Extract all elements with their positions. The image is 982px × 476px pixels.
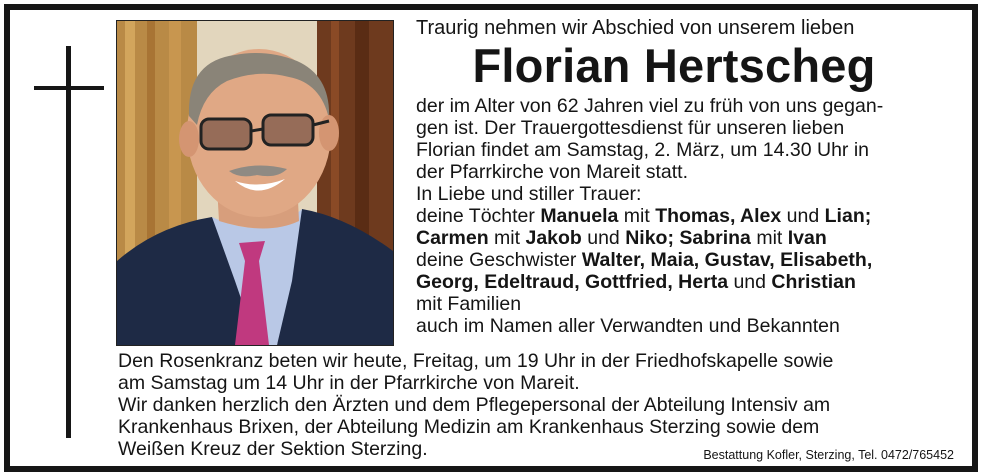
text-fragment: und <box>728 271 772 293</box>
mourning-intro: In Liebe und stiller Trauer: <box>416 183 642 205</box>
text-line: gen ist. Der Trauergottesdienst für unseren lieben <box>416 117 845 139</box>
obituary-frame <box>4 4 978 472</box>
siblings-line-2 <box>416 271 872 293</box>
families-line: mit Familien <box>416 293 522 315</box>
text-line: Florian findet am Samstag, 2. März, um 14.30 Uhr in <box>416 139 870 161</box>
text-fragment: mit <box>488 227 526 249</box>
daughters-line-2 <box>416 227 872 249</box>
text-line: Wir danken herzlich den Ärzten und dem Pflegepersonal der Abteilung Intensiv am <box>118 394 831 416</box>
cross-icon <box>66 46 71 438</box>
text-fragment: mit <box>618 205 656 227</box>
text-line: Den Rosenkranz beten wir heute, Freitag, um 19 Uhr in der Friedhofskapelle sowie <box>118 350 834 372</box>
mourner-name: Manuela <box>540 205 619 227</box>
text-fragment: und <box>581 227 626 249</box>
mourner-name: Jakob <box>525 227 582 249</box>
mourner-name: Christian <box>771 271 856 293</box>
mourner-name: Lian; <box>824 205 872 227</box>
funeral-home-credit: Bestattung Kofler, Sterzing, Tel. 0472/765452 <box>703 448 954 462</box>
mourner-name: Thomas, Alex <box>655 205 782 227</box>
rosary-paragraph <box>118 350 833 394</box>
funeral-paragraph <box>416 95 883 183</box>
portrait-photo <box>116 20 394 346</box>
text-line: Krankenhaus Brixen, der Abteilung Medizin am Krankenhaus Sterzing sowie dem <box>118 416 820 438</box>
mourners-paragraph <box>416 183 872 337</box>
text-fragment: mit <box>750 227 788 249</box>
text-fragment: deine Töchter <box>416 205 541 227</box>
text-fragment: deine Geschwister <box>416 249 582 271</box>
mourner-name: Walter, Maia, Gustav, Elisabeth, <box>581 249 873 271</box>
daughters-line <box>416 205 872 227</box>
mourner-name: Ivan <box>787 227 827 249</box>
relatives-line: auch im Namen aller Verwandten und Bekannten <box>416 315 840 337</box>
text-fragment: und <box>781 205 825 227</box>
text-line: am Samstag um 14 Uhr in der Pfarrkirche von Mareit. <box>118 372 580 394</box>
intro-line: Traurig nehmen wir Abschied von unserem lieben <box>416 17 855 39</box>
mourner-name: Carmen <box>416 227 489 249</box>
text-line: der im Alter von 62 Jahren viel zu früh von uns gegan- <box>416 95 884 117</box>
text-line: der Pfarrkirche von Mareit statt. <box>416 161 689 183</box>
deceased-name: Florian Hertscheg <box>472 39 876 92</box>
mourner-name: Niko; Sabrina <box>625 227 751 249</box>
cross-icon-bar <box>34 86 104 90</box>
mourner-name: Georg, Edeltraud, Gottfried, Herta <box>416 271 729 293</box>
text-line: Weißen Kreuz der Sektion Sterzing. <box>118 438 428 460</box>
siblings-line <box>416 249 872 271</box>
